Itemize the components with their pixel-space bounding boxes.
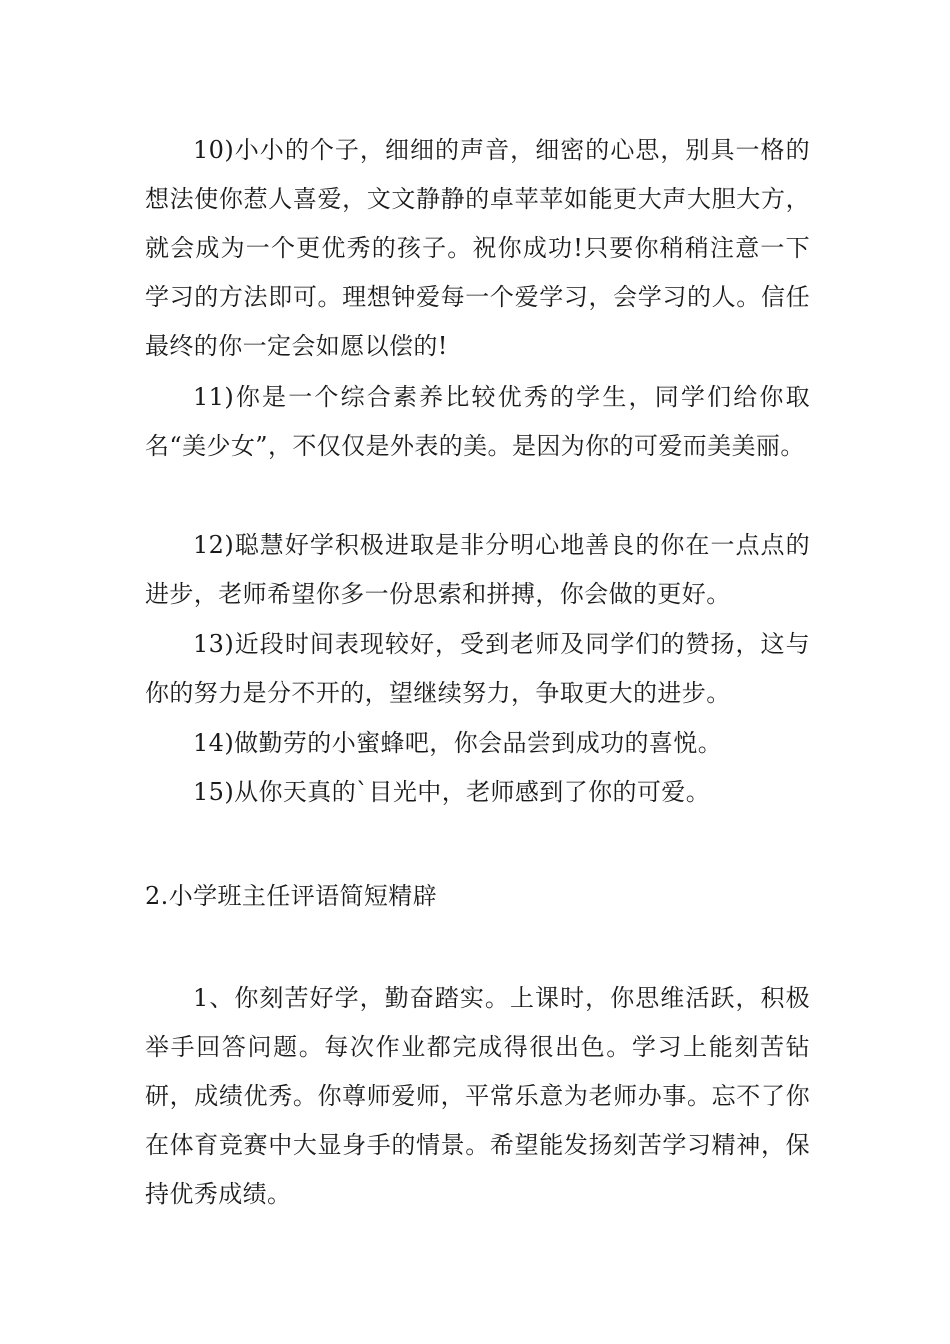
comment-paragraph-12: 12)聪慧好学积极进取是非分明心地善良的你在一点点的进步，老师希望你多一份思索和拼搏，你会做的更好。 [145,531,810,608]
section-heading: 2.小学班主任评语简短精辟 [145,882,438,910]
comment-paragraph-14: 14)做勤劳的小蜜蜂吧，你会品尝到成功的喜悦。 [193,729,723,757]
comment-paragraph-13: 13)近段时间表现较好，受到老师及同学们的赞扬，这与你的努力是分不开的，望继续努力，争取更大的进步。 [145,630,810,707]
comment-paragraph-11: 11)你是一个综合素养比较优秀的学生，同学们给你取名“美少女”，不仅仅是外表的美。是因为你的可爱而美美丽。 [145,383,810,460]
comment-paragraph-1: 1、你刻苦好学，勤奋踏实。上课时，你思维活跃，积极举手回答问题。每次作业都完成得很出色。学习上能刻苦钻研，成绩优秀。你尊师爱师，平常乐意为老师办事。忘不了你在体育竞赛中大显身手的情景。希望能发扬刻苦学习精神，保持优秀成绩。 [145,984,810,1208]
comment-paragraph-15: 15)从你天真的`目光中，老师感到了你的可爱。 [193,778,711,806]
comment-paragraph-10: 10)小小的个子，细细的声音，细密的心思，别具一格的想法使你惹人喜爱，文文静静的卓苹苹如能更大声大胆大方，就会成为一个更优秀的孩子。祝你成功!只要你稍稍注意一下学习的方法即可。理想钟爱每一个爱学习，会学习的人。信任最终的你一定会如愿以偿的! [145,136,810,360]
